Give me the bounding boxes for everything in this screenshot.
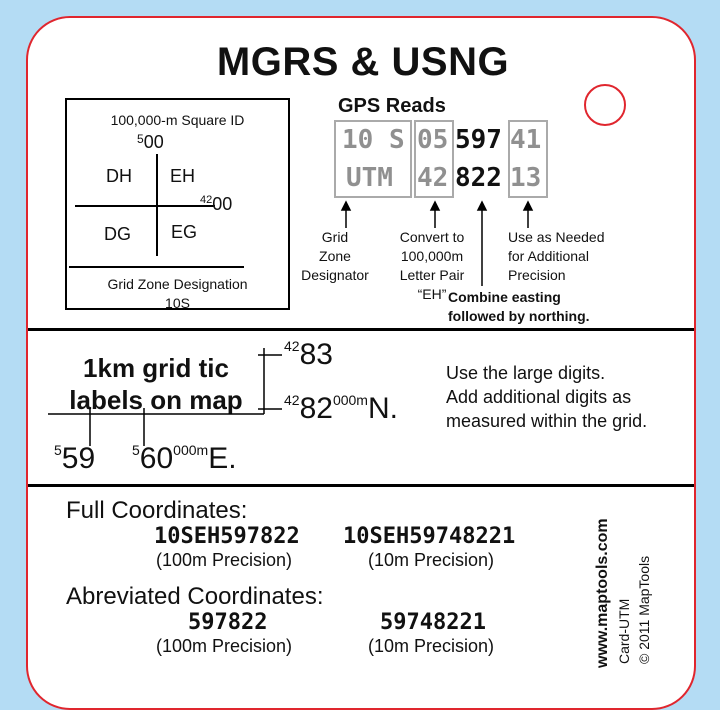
gps-row1-zone: 10 S (342, 125, 405, 155)
gps-row2-100k: 42 (417, 163, 449, 193)
gps-row2-main: 822 (455, 163, 502, 193)
square-id-header: 100,000-m Square ID (110, 112, 245, 128)
abbrev-precision-10m: (10m Precision) (368, 636, 495, 656)
note-convert: Convert to 100,000m Letter Pair “EH” (399, 229, 465, 302)
full-precision-10m: (10m Precision) (368, 550, 495, 570)
gzd-value: 10S (165, 295, 190, 311)
full-coordinates-heading: Full Coordinates: (66, 497, 248, 524)
tic-northing-82: 4282000mN. (284, 392, 398, 425)
side-url: www.maptools.com (594, 518, 611, 668)
note-combine: Combine easting followed by northing. (448, 289, 590, 324)
note-grid-zone: Grid Zone Designator (301, 229, 369, 283)
section-divider-2 (28, 484, 696, 487)
abbrev-coord-100m: 597822 (188, 610, 268, 635)
gps-arrows (28, 18, 696, 338)
gps-reads-title: GPS Reads (338, 95, 446, 117)
square-eg: EG (171, 222, 198, 242)
tic-easting-60: 560000mE. (132, 442, 237, 475)
gps-row2-extra: 13 (510, 163, 542, 193)
abbrev-precision-100m: (100m Precision) (156, 636, 293, 656)
top-easting-label: $^5$00 (137, 132, 164, 152)
side-copyright: © 2011 MapTools (636, 555, 652, 664)
abbrev-coordinates-heading: Abreviated Coordinates: (66, 583, 324, 610)
note-use-as-needed: Use as Needed for Additional Precision (508, 229, 605, 283)
card-title: MGRS & USNG (216, 40, 510, 84)
gps-row1-extra: 41 (510, 125, 542, 155)
tic-instructions: Use the large digits. Add additional digits as measured within the grid. (446, 363, 648, 431)
gps-row1-100k: 05 (417, 125, 449, 155)
abbrev-coord-10m: 59748221 (380, 610, 486, 635)
gps-row1-main: 597 (455, 125, 502, 155)
full-coord-100m: 10SEH597822 (154, 524, 300, 549)
square-dh: DH (106, 166, 132, 186)
tic-easting-59: 559 (54, 442, 96, 475)
full-precision-100m: (100m Precision) (156, 550, 293, 570)
tic-northing-83: 4283 (284, 338, 333, 371)
square-dg: DG (104, 224, 131, 244)
tic-label-heading: 1km grid tic labels on map (69, 353, 243, 415)
gzd-label: Grid Zone Designation (107, 276, 248, 292)
reference-card (26, 16, 696, 710)
full-coord-10m: 10SEH59748221 (343, 524, 516, 549)
side-card-id: Card-UTM (616, 598, 632, 664)
gps-row2-zone: UTM (346, 163, 393, 193)
square-eh: EH (170, 166, 196, 186)
right-northing-label: $^{42}$00 (200, 194, 233, 214)
